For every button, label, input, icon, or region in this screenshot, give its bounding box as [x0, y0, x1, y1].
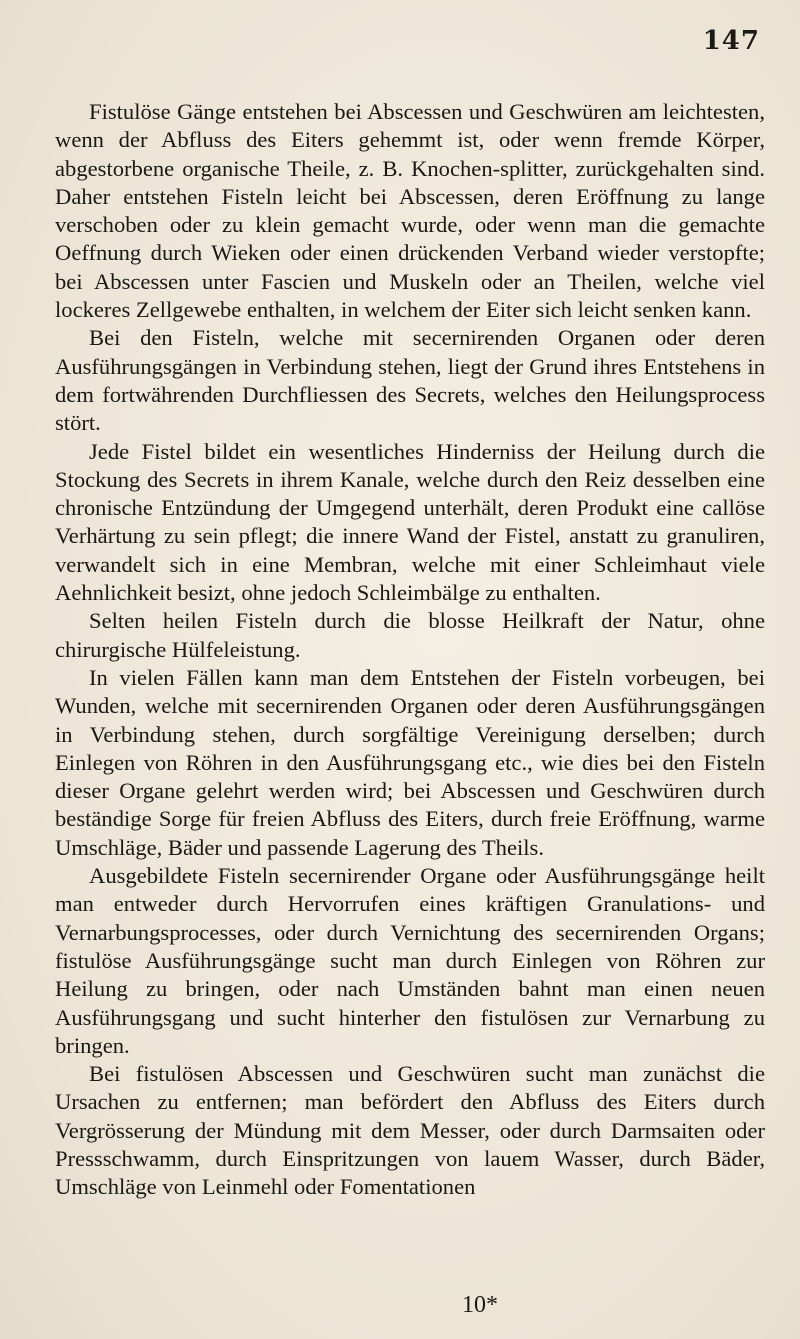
paragraph-3: Jede Fistel bildet ein wesentliches Hinderniss der Heilung durch die Stockung des Secrets in ihrem Kanale, welche durch den Reiz desselben eine chronische Entzündung der Umgegend unterhält, deren Produkt eine callöse Verhärtung zu sein pflegt; die innere Wand der Fistel, anstatt zu granuliren, verwandelt sich in eine Membran, welche mit einer Schleimhaut viele Aehnlichkeit besizt, ohne jedoch Schleimbälge zu enthalten.	[55, 438, 765, 606]
body-text	[55, 98, 765, 1202]
paragraph-6: Ausgebildete Fisteln secernirender Organe oder Ausführungsgänge heilt man entweder durch Hervorrufen eines kräftigen Granulations- und Vernarbungsprocesses, oder durch Vernichtung des secernirenden Organs; fistulöse Ausführungsgänge sucht man durch Einlegen von Röhren zur Heilung zu bringen, oder nach Umständen bahnt man einen neuen Ausführungsgang und sucht hinterher den fistulösen zur Vernarbung zu bringen.	[55, 863, 765, 1058]
paragraph-2: Bei den Fisteln, welche mit secernirenden Organen oder deren Ausführungsgängen in Verbindung stehen, liegt der Grund ihres Entstehens in dem fortwährenden Durchfliessen des Secrets, welches den Heilungsprocess stört.	[55, 325, 765, 436]
page-number: 147	[702, 26, 760, 56]
signature-mark: 10*	[462, 1292, 498, 1318]
paragraph-7: Bei fistulösen Abscessen und Geschwüren sucht man zunächst die Ursachen zu entfernen; man befördert den Abfluss des Eiters durch Vergrösserung der Mündung mit dem Messer, oder durch Darmsaiten oder Pressschwamm, durch Einspritzungen von lauem Wasser, durch Bäder, Umschläge von Leinmehl oder Fomentationen	[55, 1061, 765, 1200]
paragraph-1: Fistulöse Gänge entstehen bei Abscessen und Geschwüren am leichtesten, wenn der Abfluss des Eiters gehemmt ist, oder wenn fremde Körper, abgestorbene organische Theile, z. B. Knochen-splitter, zurückgehalten sind. Daher entstehen Fisteln leicht bei Abscessen, deren Eröffnung zu lange verschoben oder zu klein gemacht wurde, oder wenn man die gemachte Oeffnung durch Wieken oder einen drückenden Verband wieder verstopfte; bei Abscessen unter Fascien und Muskeln oder an Theilen, welche viel lockeres Zellgewebe enthalten, in welchem der Eiter sich leicht senken kann.	[55, 99, 765, 323]
paragraph-5: In vielen Fällen kann man dem Entstehen der Fisteln vorbeugen, bei Wunden, welche mit secernirenden Organen oder deren Ausführungsgängen in Verbindung stehen, durch sorgfältige Vereinigung derselben; durch Einlegen von Röhren in den Ausführungsgang etc., wie dies bei den Fisteln dieser Organe gelehrt werden wird; bei Abscessen und Geschwüren durch beständige Sorge für freien Abfluss des Eiters, durch freie Eröffnung, warme Umschläge, Bäder und passende Lagerung des Theils.	[55, 664, 765, 860]
paragraph-4: Selten heilen Fisteln durch die blosse Heilkraft der Natur, ohne chirurgische Hülfeleistung.	[55, 608, 765, 662]
